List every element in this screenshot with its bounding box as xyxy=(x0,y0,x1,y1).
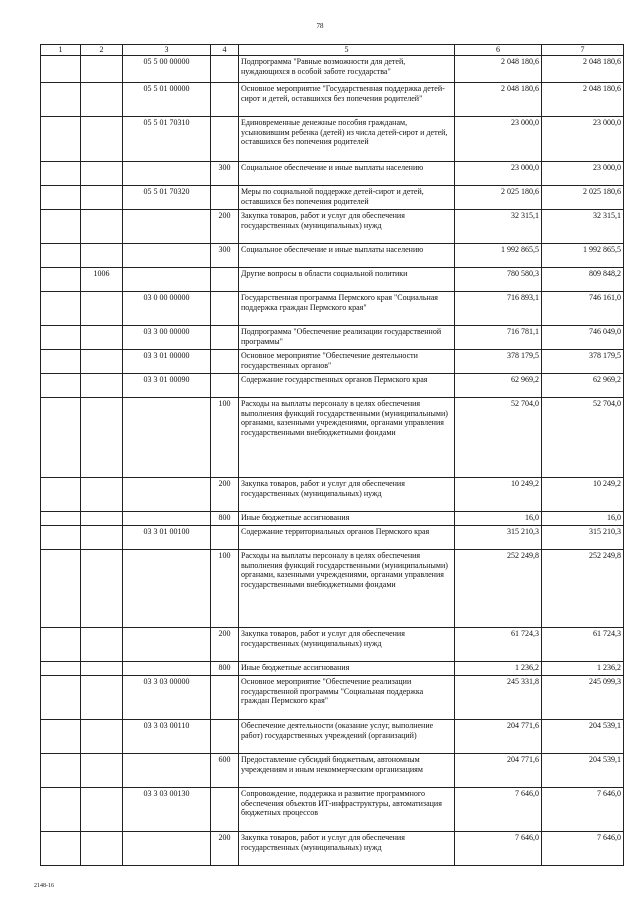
expense-type-code xyxy=(211,185,239,209)
table-row xyxy=(41,116,624,161)
target-article-code xyxy=(123,511,211,525)
expense-type-code xyxy=(211,373,239,397)
table-row xyxy=(41,787,624,831)
item-name: Основное мероприятие "Обеспечение реализации государственной программы "Социальная поддержка граждан Пермского края" xyxy=(239,675,455,719)
budget-table xyxy=(40,44,624,866)
target-article-code: 05 5 01 70320 xyxy=(123,185,211,209)
item-name: Предоставление субсидий бюджетным, автономным учреждениям и иным некоммерческим организациям xyxy=(239,753,455,787)
column-header: 3 xyxy=(123,45,211,56)
subsection-cell xyxy=(81,831,123,865)
table-row xyxy=(41,82,624,116)
table-row xyxy=(41,349,624,373)
amount-year-2: 7 646,0 xyxy=(542,831,624,865)
amount-year-2: 32 315,1 xyxy=(542,209,624,243)
subsection-cell: 1006 xyxy=(81,267,123,291)
subsection-cell xyxy=(81,55,123,82)
expense-type-code: 200 xyxy=(211,209,239,243)
target-article-code: 05 5 00 00000 xyxy=(123,55,211,82)
item-name: Подпрограмма "Обеспечение реализации государственной программы" xyxy=(239,325,455,349)
amount-year-1: 204 771,6 xyxy=(455,753,542,787)
table-row xyxy=(41,831,624,865)
amount-year-2: 10 249,2 xyxy=(542,477,624,511)
item-name: Основное мероприятие "Обеспечение деятельности государственных органов" xyxy=(239,349,455,373)
item-name: Основное мероприятие "Государственная поддержка детей-сирот и детей, оставшихся без попечения родителей" xyxy=(239,82,455,116)
footer-code: 2148-16 xyxy=(34,883,54,889)
subsection-cell xyxy=(81,325,123,349)
target-article-code xyxy=(123,243,211,267)
amount-year-2: 23 000,0 xyxy=(542,116,624,161)
amount-year-1: 315 210,3 xyxy=(455,525,542,549)
section-cell xyxy=(41,719,81,753)
table-row xyxy=(41,243,624,267)
amount-year-2: 16,0 xyxy=(542,511,624,525)
item-name: Социальное обеспечение и иные выплаты населению xyxy=(239,243,455,267)
amount-year-1: 378 179,5 xyxy=(455,349,542,373)
section-cell xyxy=(41,831,81,865)
section-cell xyxy=(41,325,81,349)
table-row xyxy=(41,753,624,787)
item-name: Расходы на выплаты персоналу в целях обеспечения выполнения функций государственными (муниципальными) органами, казенными учреждениями, органами управления государственными внебюджетными фондами xyxy=(239,397,455,477)
subsection-cell xyxy=(81,349,123,373)
expense-type-code xyxy=(211,267,239,291)
subsection-cell xyxy=(81,373,123,397)
section-cell xyxy=(41,753,81,787)
amount-year-2: 1 992 865,5 xyxy=(542,243,624,267)
target-article-code xyxy=(123,661,211,675)
amount-year-2: 204 539,1 xyxy=(542,719,624,753)
table-row xyxy=(41,373,624,397)
item-name: Социальное обеспечение и иные выплаты населению xyxy=(239,161,455,185)
item-name: Закупка товаров, работ и услуг для обеспечения государственных (муниципальных) нужд xyxy=(239,209,455,243)
section-cell xyxy=(41,267,81,291)
item-name: Содержание государственных органов Пермского края xyxy=(239,373,455,397)
section-cell xyxy=(41,511,81,525)
amount-year-2: 252 249,8 xyxy=(542,549,624,627)
amount-year-2: 23 000,0 xyxy=(542,161,624,185)
item-name: Закупка товаров, работ и услуг для обеспечения государственных (муниципальных) нужд xyxy=(239,831,455,865)
item-name: Иные бюджетные ассигнования xyxy=(239,511,455,525)
item-name: Закупка товаров, работ и услуг для обеспечения государственных (муниципальных) нужд xyxy=(239,477,455,511)
section-cell xyxy=(41,82,81,116)
expense-type-code xyxy=(211,675,239,719)
expense-type-code xyxy=(211,525,239,549)
page-number: 78 xyxy=(316,22,324,30)
amount-year-1: 23 000,0 xyxy=(455,161,542,185)
table-row xyxy=(41,627,624,661)
expense-type-code xyxy=(211,55,239,82)
target-article-code xyxy=(123,209,211,243)
subsection-cell xyxy=(81,161,123,185)
section-cell xyxy=(41,373,81,397)
amount-year-2: 378 179,5 xyxy=(542,349,624,373)
expense-type-code: 800 xyxy=(211,661,239,675)
expense-type-code xyxy=(211,325,239,349)
subsection-cell xyxy=(81,209,123,243)
amount-year-1: 2 048 180,6 xyxy=(455,55,542,82)
table-row xyxy=(41,477,624,511)
amount-year-1: 780 580,3 xyxy=(455,267,542,291)
target-article-code: 03 3 00 00000 xyxy=(123,325,211,349)
section-cell xyxy=(41,161,81,185)
amount-year-1: 10 249,2 xyxy=(455,477,542,511)
item-name: Обеспечение деятельности (оказание услуг, выполнение работ) государственных учреждений (организаций) xyxy=(239,719,455,753)
table-row xyxy=(41,397,624,477)
expense-type-code: 200 xyxy=(211,627,239,661)
table-row xyxy=(41,291,624,325)
amount-year-1: 716 893,1 xyxy=(455,291,542,325)
table-row xyxy=(41,525,624,549)
expense-type-code: 100 xyxy=(211,549,239,627)
section-cell xyxy=(41,397,81,477)
amount-year-2: 2 025 180,6 xyxy=(542,185,624,209)
amount-year-1: 2 025 180,6 xyxy=(455,185,542,209)
amount-year-2: 62 969,2 xyxy=(542,373,624,397)
target-article-code: 03 3 03 00000 xyxy=(123,675,211,719)
target-article-code: 03 3 03 00110 xyxy=(123,719,211,753)
amount-year-2: 204 539,1 xyxy=(542,753,624,787)
expense-type-code: 300 xyxy=(211,243,239,267)
section-cell xyxy=(41,209,81,243)
amount-year-1: 52 704,0 xyxy=(455,397,542,477)
amount-year-1: 7 646,0 xyxy=(455,787,542,831)
expense-type-code xyxy=(211,116,239,161)
table-row xyxy=(41,55,624,82)
table-row xyxy=(41,549,624,627)
item-name: Иные бюджетные ассигнования xyxy=(239,661,455,675)
column-header: 1 xyxy=(41,45,81,56)
amount-year-2: 52 704,0 xyxy=(542,397,624,477)
section-cell xyxy=(41,627,81,661)
subsection-cell xyxy=(81,753,123,787)
section-cell xyxy=(41,477,81,511)
amount-year-2: 746 161,0 xyxy=(542,291,624,325)
section-cell xyxy=(41,525,81,549)
expense-type-code xyxy=(211,719,239,753)
table-row xyxy=(41,209,624,243)
target-article-code xyxy=(123,753,211,787)
section-cell xyxy=(41,185,81,209)
target-article-code: 05 5 01 70310 xyxy=(123,116,211,161)
amount-year-2: 7 646,0 xyxy=(542,787,624,831)
table-row xyxy=(41,161,624,185)
subsection-cell xyxy=(81,477,123,511)
amount-year-2: 1 236,2 xyxy=(542,661,624,675)
amount-year-1: 32 315,1 xyxy=(455,209,542,243)
table-row xyxy=(41,675,624,719)
section-cell xyxy=(41,116,81,161)
amount-year-1: 61 724,3 xyxy=(455,627,542,661)
expense-type-code xyxy=(211,787,239,831)
column-header: 7 xyxy=(542,45,624,56)
expense-type-code xyxy=(211,291,239,325)
target-article-code: 03 0 00 00000 xyxy=(123,291,211,325)
expense-type-code xyxy=(211,349,239,373)
section-cell xyxy=(41,291,81,325)
target-article-code: 03 3 01 00090 xyxy=(123,373,211,397)
subsection-cell xyxy=(81,243,123,267)
column-header: 2 xyxy=(81,45,123,56)
subsection-cell xyxy=(81,511,123,525)
target-article-code: 03 3 03 00130 xyxy=(123,787,211,831)
amount-year-2: 2 048 180,6 xyxy=(542,82,624,116)
subsection-cell xyxy=(81,719,123,753)
item-name: Единовременные денежные пособия гражданам, усыновившим ребенка (детей) из числа детей-сирот и детей, оставшихся без попечения родителей xyxy=(239,116,455,161)
amount-year-1: 23 000,0 xyxy=(455,116,542,161)
target-article-code xyxy=(123,161,211,185)
item-name: Государственная программа Пермского края "Социальная поддержка граждан Пермского края" xyxy=(239,291,455,325)
expense-type-code: 100 xyxy=(211,397,239,477)
target-article-code xyxy=(123,831,211,865)
target-article-code xyxy=(123,627,211,661)
subsection-cell xyxy=(81,549,123,627)
item-name: Расходы на выплаты персоналу в целях обеспечения выполнения функций государственными (муниципальными) органами, казенными учреждениями, органами управления государственными внебюджетными фондами xyxy=(239,549,455,627)
expense-type-code: 200 xyxy=(211,477,239,511)
subsection-cell xyxy=(81,661,123,675)
section-cell xyxy=(41,661,81,675)
item-name: Подпрограмма "Равные возможности для детей, нуждающихся в особой заботе государства" xyxy=(239,55,455,82)
amount-year-2: 2 048 180,6 xyxy=(542,55,624,82)
item-name: Меры по социальной поддержке детей-сирот и детей, оставшихся без попечения родителей xyxy=(239,185,455,209)
subsection-cell xyxy=(81,525,123,549)
amount-year-2: 315 210,3 xyxy=(542,525,624,549)
section-cell xyxy=(41,243,81,267)
subsection-cell xyxy=(81,397,123,477)
table-row xyxy=(41,661,624,675)
expense-type-code: 200 xyxy=(211,831,239,865)
amount-year-1: 16,0 xyxy=(455,511,542,525)
table-row xyxy=(41,511,624,525)
target-article-code: 05 5 01 00000 xyxy=(123,82,211,116)
subsection-cell xyxy=(81,787,123,831)
amount-year-1: 204 771,6 xyxy=(455,719,542,753)
subsection-cell xyxy=(81,291,123,325)
table-row xyxy=(41,267,624,291)
column-header: 4 xyxy=(211,45,239,56)
target-article-code xyxy=(123,477,211,511)
section-cell xyxy=(41,549,81,627)
amount-year-2: 245 099,3 xyxy=(542,675,624,719)
amount-year-2: 809 848,2 xyxy=(542,267,624,291)
section-cell xyxy=(41,349,81,373)
target-article-code xyxy=(123,267,211,291)
amount-year-1: 62 969,2 xyxy=(455,373,542,397)
target-article-code xyxy=(123,549,211,627)
section-cell xyxy=(41,787,81,831)
expense-type-code: 800 xyxy=(211,511,239,525)
target-article-code xyxy=(123,397,211,477)
amount-year-1: 1 236,2 xyxy=(455,661,542,675)
table-row xyxy=(41,719,624,753)
target-article-code: 03 3 01 00100 xyxy=(123,525,211,549)
expense-type-code: 300 xyxy=(211,161,239,185)
subsection-cell xyxy=(81,185,123,209)
item-name: Закупка товаров, работ и услуг для обеспечения государственных (муниципальных) нужд xyxy=(239,627,455,661)
column-header: 5 xyxy=(239,45,455,56)
column-number-row xyxy=(41,45,624,56)
table-row xyxy=(41,325,624,349)
item-name: Другие вопросы в области социальной политики xyxy=(239,267,455,291)
amount-year-1: 716 781,1 xyxy=(455,325,542,349)
item-name: Сопровождение, поддержка и развитие программного обеспечения объектов ИТ-инфраструктуры, автоматизация бюджетных процессов xyxy=(239,787,455,831)
target-article-code: 03 3 01 00000 xyxy=(123,349,211,373)
subsection-cell xyxy=(81,116,123,161)
expense-type-code xyxy=(211,82,239,116)
amount-year-1: 245 331,8 xyxy=(455,675,542,719)
section-cell xyxy=(41,675,81,719)
expense-type-code: 600 xyxy=(211,753,239,787)
amount-year-2: 61 724,3 xyxy=(542,627,624,661)
subsection-cell xyxy=(81,627,123,661)
table-row xyxy=(41,185,624,209)
amount-year-1: 1 992 865,5 xyxy=(455,243,542,267)
amount-year-2: 746 049,0 xyxy=(542,325,624,349)
amount-year-1: 252 249,8 xyxy=(455,549,542,627)
subsection-cell xyxy=(81,675,123,719)
section-cell xyxy=(41,55,81,82)
subsection-cell xyxy=(81,82,123,116)
item-name: Содержание территориальных органов Пермского края xyxy=(239,525,455,549)
amount-year-1: 2 048 180,6 xyxy=(455,82,542,116)
amount-year-1: 7 646,0 xyxy=(455,831,542,865)
column-header: 6 xyxy=(455,45,542,56)
